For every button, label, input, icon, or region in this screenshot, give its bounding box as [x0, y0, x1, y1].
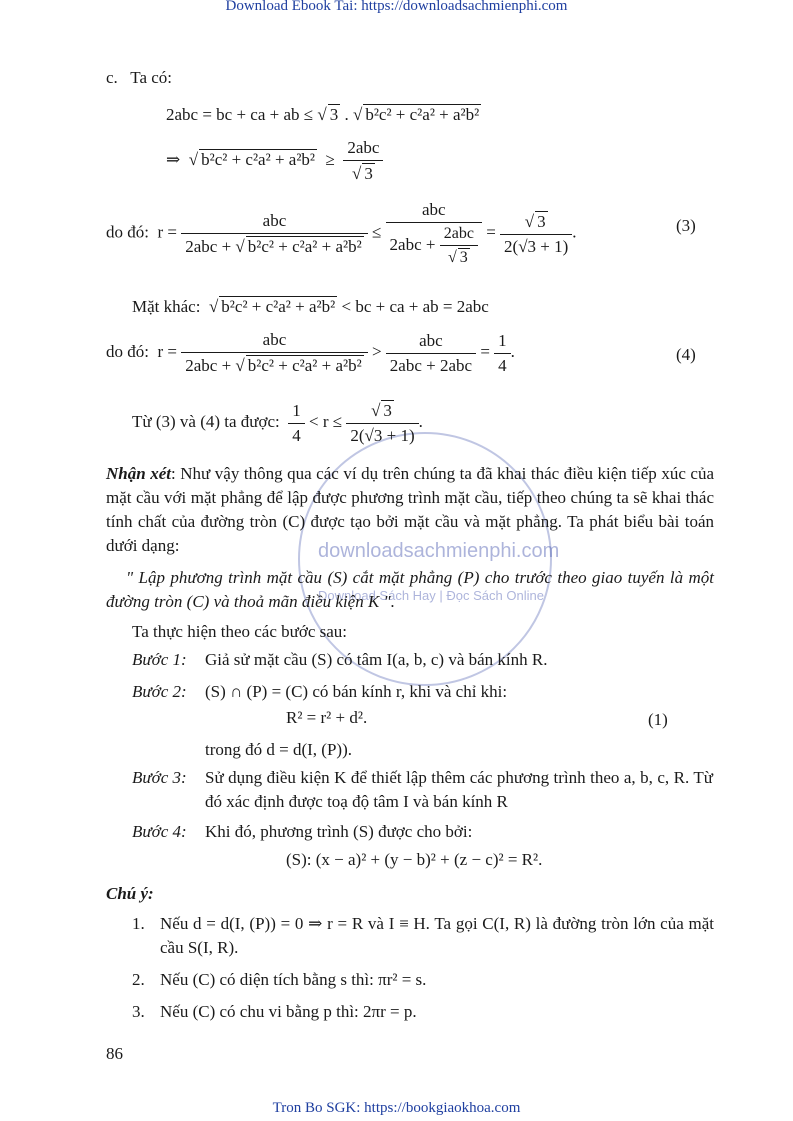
section-c — [106, 68, 172, 88]
eq3-end: . — [572, 222, 577, 242]
eq2-den: 3 — [364, 164, 373, 183]
eq5-eq: = — [480, 341, 490, 361]
remark-quote: " Lập phương trình mặt cầu (S) cắt mặt phẳng (P) cho trước theo giao tuyến là một đường tròn (C) và thoả mãn điều kiện K ". — [106, 568, 714, 611]
note-item-text: Nếu (C) có diện tích bằng s thì: πr² = s. — [160, 970, 427, 989]
step4-equation: (S): (x − a)² + (y − b)² + (z − c)² = R². — [286, 850, 543, 869]
eq5-fraction-1 — [181, 330, 367, 376]
eq5-num2: abc — [419, 330, 443, 350]
eq3-le: ≤ — [371, 222, 382, 242]
eq3-eq: = — [486, 222, 496, 242]
remark-paragraph — [106, 462, 714, 558]
eq2-num: 2abc — [347, 138, 380, 157]
eq6-mid: < r ≤ — [309, 411, 343, 431]
step1-label: Bước 1: — [132, 650, 187, 669]
eq5-fraction-3 — [494, 331, 511, 376]
eq3-fraction-2 — [386, 200, 482, 267]
eq6-fraction-2 — [346, 400, 418, 446]
eq3-den2-sqrt: 3 — [459, 249, 468, 266]
eq6-fraction-1 — [288, 401, 305, 446]
sqrt-icon — [235, 237, 244, 256]
note-title: Chú ý: — [106, 884, 154, 903]
step2-equation: R² = r² + d². — [286, 708, 368, 727]
sqrt-icon — [235, 356, 244, 375]
eq3-den2-pre: 2abc + — [389, 234, 436, 254]
section-label: c. — [106, 68, 118, 87]
eq5-end: . — [510, 341, 515, 361]
equation-5 — [106, 330, 515, 376]
eq3-den3: 2(√3 + 1) — [500, 234, 572, 257]
step2-label: Bước 2: — [132, 682, 187, 701]
sqrt-icon — [209, 297, 218, 316]
eq3-inner-fraction — [440, 225, 478, 267]
eq3-den-radicand: b²c² + c²a² + a²b² — [247, 236, 362, 256]
watermark-text: downloadsachmienphi.com — [318, 540, 560, 562]
eq5-r: r = — [157, 341, 177, 361]
step4-label: Bước 4: — [132, 822, 187, 841]
steps-intro: Ta thực hiện theo các bước sau: — [132, 622, 348, 641]
eq2-arrow: ⇒ — [166, 149, 181, 169]
step1-text: Giả sử mặt cầu (S) có tâm I(a, b, c) và bán kính R. — [205, 650, 548, 669]
note-item-number: 2. — [132, 970, 145, 989]
eq5-den-radicand: b²c² + c²a² + a²b² — [247, 356, 362, 375]
eq6-den: 4 — [288, 423, 305, 446]
step3-text: Sử dụng điều kiện K để thiết lập thêm các phương trình theo a, b, c, R. Từ đó xác định được toạ độ tâm I và bán kính R — [205, 768, 713, 811]
sqrt-icon — [352, 164, 361, 183]
eq6-num2: 3 — [383, 401, 392, 420]
sqrt-icon — [189, 150, 198, 169]
sqrt-icon — [371, 401, 380, 420]
sqrt-icon — [448, 249, 457, 266]
eq5-gt: > — [371, 341, 382, 361]
eq2-ge: ≥ — [325, 149, 335, 169]
eq5-tag: (4) — [676, 345, 696, 364]
eq4-radicand: b²c² + c²a² + a²b² — [221, 297, 336, 316]
eq3-label: do đó: — [106, 222, 149, 242]
eq3-r: r = — [157, 222, 177, 242]
watermark-subtext: Download Sách Hay | Đọc Sách Online — [318, 588, 544, 603]
eq5-den-pre: 2abc + — [185, 356, 232, 375]
eq4-rhs: < bc + ca + ab = 2abc — [341, 297, 489, 316]
eq3-fraction-3 — [500, 211, 572, 257]
step3-label: Bước 3: — [132, 768, 187, 787]
eq5-num3: 1 — [498, 330, 507, 350]
eq1-sqrt3: 3 — [329, 105, 339, 124]
remark-text: : Như vậy thông qua các ví dụ trên chúng ta đã khai thác điều kiện tiếp xúc của mặt cầu với mặt phẳng để lập được phương trình mặt cầu, tiếp theo chúng ta sẽ khai thác tính chất của đường tròn (C) được tạo bởi mặt cầu và mặt phẳng. Ta phát biểu bài toán dưới dạng: — [106, 464, 714, 555]
equation-4 — [132, 296, 489, 317]
eq3-den-pre: 2abc + — [185, 236, 232, 256]
eq2-fraction — [343, 138, 383, 184]
eq6-text: Từ (3) và (4) ta được: — [132, 411, 280, 431]
page-header[interactable]: Download Ebook Tai: https://downloadsachmienphi.com — [225, 0, 568, 14]
eq4-label: Mặt khác: — [132, 297, 201, 316]
eq6-num: 1 — [292, 400, 301, 420]
note-item-number: 3. — [132, 1002, 145, 1021]
equation-6 — [132, 400, 423, 446]
equation-2 — [166, 138, 383, 184]
eq5-den2: 2abc + 2abc — [386, 353, 476, 376]
sqrt-icon — [353, 105, 362, 124]
eq1-radicand: b²c² + c²a² + a²b² — [365, 105, 480, 124]
eq5-label: do đó: — [106, 341, 149, 361]
eq6-end: . — [418, 411, 423, 431]
section-intro: Ta có: — [130, 68, 173, 87]
eq5-den3: 4 — [494, 353, 511, 376]
page-footer[interactable]: Tron Bo SGK: https://bookgiaokhoa.com — [272, 1100, 521, 1116]
eq3-tag: (3) — [676, 216, 696, 235]
equation-3 — [106, 200, 577, 267]
eq2-radicand: b²c² + c²a² + a²b² — [201, 149, 316, 169]
eq3-fraction-1 — [181, 211, 367, 257]
eq1-lhs: 2abc = bc + ca + ab ≤ — [166, 105, 314, 124]
step4-text: Khi đó, phương trình (S) được cho bởi: — [205, 822, 473, 841]
eq3-num2: abc — [421, 200, 446, 219]
eq1-dot: . — [344, 105, 349, 124]
sqrt-icon — [317, 105, 326, 124]
note-item-text: Nếu d = d(I, (P)) = 0 ⇒ r = R và I ≡ H. Ta gọi C(I, R) là đường tròn lớn của mặt cầu S(I, R). — [160, 914, 714, 957]
equation-1 — [166, 104, 481, 125]
note-item-number: 1. — [132, 914, 145, 933]
eq3-den2-num: 2abc — [443, 225, 474, 242]
eq3-num: abc — [262, 210, 287, 230]
eq5-fraction-2 — [386, 331, 476, 376]
step2-text: (S) ∩ (P) = (C) có bán kính r, khi và chỉ khi: — [205, 682, 508, 701]
step2-tag: (1) — [648, 710, 668, 729]
step2-where: trong đó d = d(I, (P)). — [205, 740, 352, 759]
remark-title: Nhận xét — [106, 464, 171, 483]
eq3-num3: 3 — [537, 211, 546, 231]
sqrt-icon — [525, 212, 534, 231]
note-item-text: Nếu (C) có chu vi bằng p thì: 2πr = p. — [160, 1002, 417, 1021]
eq6-den2: 2(√3 + 1) — [346, 423, 418, 446]
page-number: 86 — [106, 1044, 123, 1063]
eq5-num: abc — [262, 330, 287, 349]
